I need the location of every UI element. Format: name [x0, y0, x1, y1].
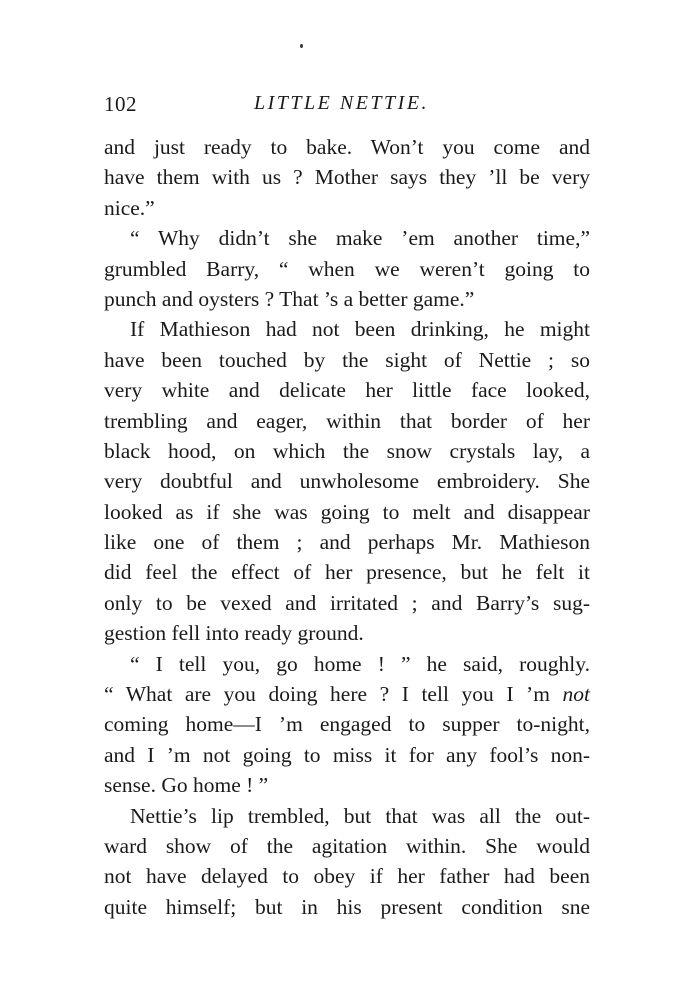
text-line: sense. Go home ! ”: [104, 773, 269, 798]
page-number: 102: [104, 92, 137, 116]
text-line: If Mathieson had not been drinking, he might: [130, 317, 590, 342]
text-line: black hood, on which the snow crystals lay, a: [104, 438, 590, 463]
text-line: and just ready to bake. Won’t you come and: [104, 135, 590, 159]
text-line: and I ’m not going to miss it for any fool’s non-: [104, 742, 590, 767]
text-line: coming home—I ’m engaged to supper to-night,: [104, 712, 590, 737]
text-line: “ I tell you, go home ! ” he said, roughly.: [130, 651, 590, 676]
text-line: trembling and eager, within that border of her: [104, 408, 590, 433]
text-line: looked as if she was going to melt and disappear: [104, 499, 590, 524]
text-line: have them with us ? Mother says they ’ll be very: [104, 165, 590, 190]
text-line: very doubtful and unwholesome embroidery. She: [104, 469, 590, 494]
text-line: did feel the effect of her presence, but he felt it: [104, 560, 590, 585]
text-line: not have delayed to obey if her father had been: [104, 864, 590, 889]
text-line: punch and oysters ? That ’s a better game.”: [104, 286, 475, 311]
running-title: LITTLE NETTIE.: [254, 92, 430, 114]
text-line: like one of them ; and perhaps Mr. Mathieson: [104, 530, 590, 555]
text-line: nice.”: [104, 195, 155, 220]
running-header: [104, 92, 589, 120]
text-line: “ Why didn’t she make ’em another time,”: [130, 226, 590, 251]
ink-speck: [300, 44, 303, 48]
body-text: [104, 132, 590, 922]
emphasis-word: not: [562, 682, 590, 707]
text-line: gestion fell into ready ground.: [104, 621, 364, 646]
text-line: quite himself; but in his present condition sne: [104, 894, 590, 919]
text-line: only to be vexed and irritated ; and Barry’s sug-: [104, 590, 590, 615]
text-line: Nettie’s lip trembled, but that was all the out-: [130, 803, 590, 828]
text-line: have been touched by the sight of Nettie ; so: [104, 347, 590, 372]
text-line: ward show of the agitation within. She would: [104, 833, 590, 858]
text-line: “ What are you doing here ? I tell you I ’m not: [104, 682, 590, 707]
text-line: very white and delicate her little face looked,: [104, 378, 590, 403]
text-line: grumbled Barry, “ when we weren’t going to: [104, 256, 590, 281]
